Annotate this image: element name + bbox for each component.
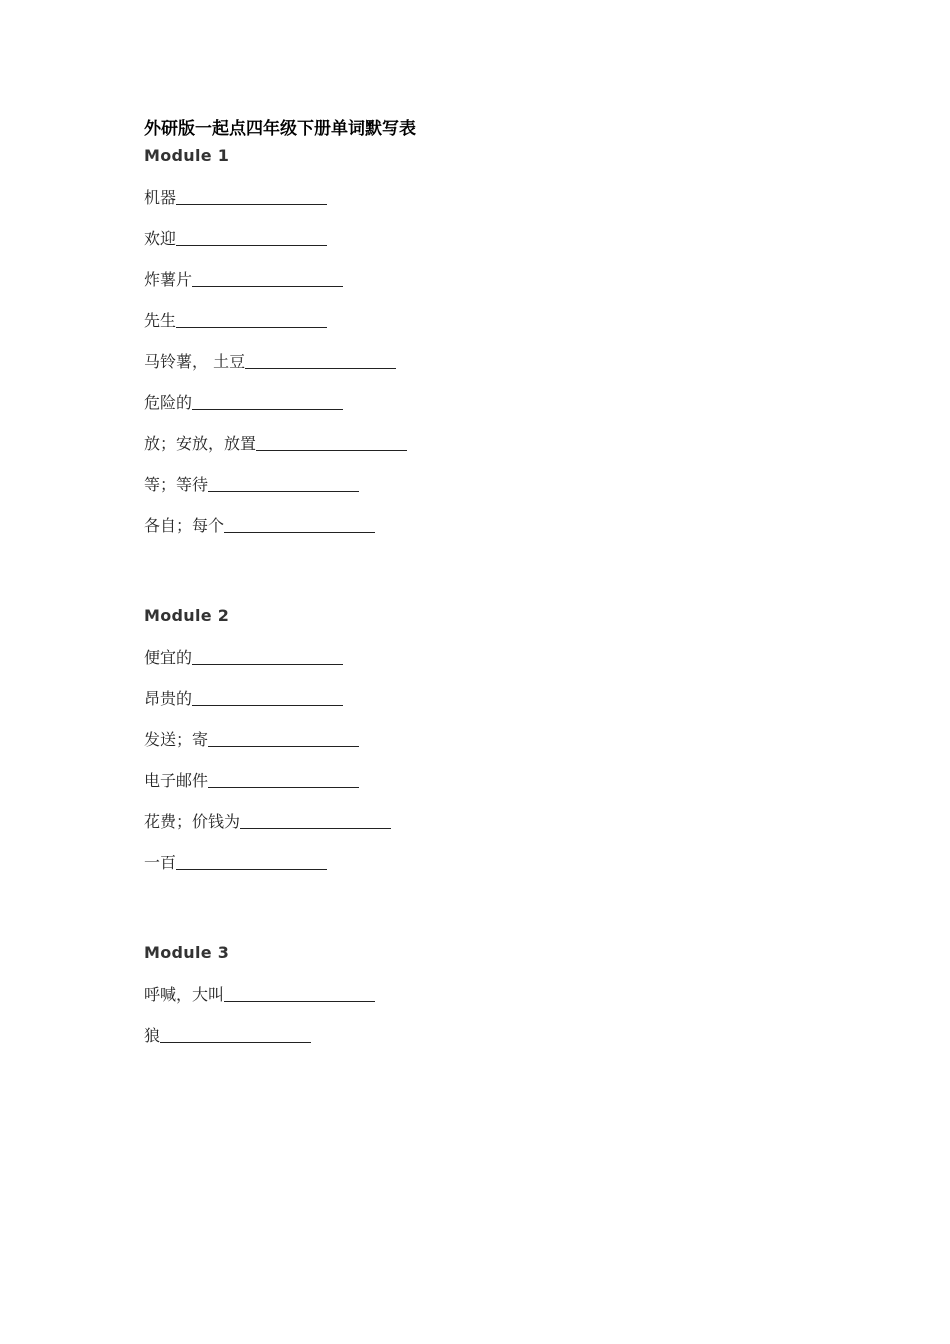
vocab-item (144, 514, 375, 536)
answer-blank (176, 203, 327, 205)
answer-blank (256, 449, 407, 451)
vocab-item (144, 473, 359, 495)
vocab-item (144, 432, 407, 454)
vocab-prompt: 等；等待 (144, 475, 209, 494)
answer-blank (176, 326, 327, 328)
answer-blank (208, 490, 359, 492)
module-heading: Module 3 (144, 943, 230, 962)
page-title: 外研版一起点四年级下册单词默写表 (144, 119, 416, 139)
vocab-prompt: 一百 (144, 853, 177, 872)
vocab-item (144, 227, 327, 249)
vocab-prompt: 各自；每个 (144, 516, 225, 535)
answer-blank (224, 1000, 375, 1002)
vocab-prompt: 先生 (144, 311, 177, 330)
answer-blank (176, 244, 327, 246)
answer-blank (224, 531, 375, 533)
vocab-prompt: 欢迎 (144, 229, 177, 248)
vocab-prompt: 电子邮件 (144, 771, 209, 790)
vocab-item (144, 851, 327, 873)
vocab-item (144, 687, 343, 709)
vocab-item (144, 646, 343, 668)
answer-blank (160, 1041, 311, 1043)
answer-blank (192, 663, 343, 665)
vocab-prompt: 机器 (144, 188, 177, 207)
answer-blank (192, 285, 343, 287)
vocab-prompt: 马铃薯， 土豆 (144, 352, 246, 371)
vocab-item (144, 309, 327, 331)
answer-blank (208, 745, 359, 747)
vocab-item (144, 391, 343, 413)
vocab-prompt: 昂贵的 (144, 689, 193, 708)
answer-blank (192, 408, 343, 410)
vocab-item (144, 728, 359, 750)
answer-blank (245, 367, 396, 369)
vocab-prompt: 便宜的 (144, 648, 193, 667)
answer-blank (208, 786, 359, 788)
answer-blank (176, 868, 327, 870)
vocab-prompt: 炸薯片 (144, 270, 193, 289)
module-heading: Module 2 (144, 606, 230, 625)
answer-blank (192, 704, 343, 706)
vocab-item (144, 350, 396, 372)
vocab-item (144, 268, 343, 290)
vocab-prompt: 危险的 (144, 393, 193, 412)
answer-blank (240, 827, 391, 829)
vocab-item (144, 1024, 311, 1046)
vocab-item (144, 769, 359, 791)
vocab-prompt: 放；安放，放置 (144, 434, 257, 453)
vocab-item (144, 983, 375, 1005)
vocab-item (144, 810, 391, 832)
module-heading: Module 1 (144, 146, 230, 165)
vocab-prompt: 狼 (144, 1026, 161, 1045)
vocab-item (144, 186, 327, 208)
vocab-prompt: 发送；寄 (144, 730, 209, 749)
vocab-prompt: 花费；价钱为 (144, 812, 241, 831)
vocab-prompt: 呼喊，大叫 (144, 985, 225, 1004)
